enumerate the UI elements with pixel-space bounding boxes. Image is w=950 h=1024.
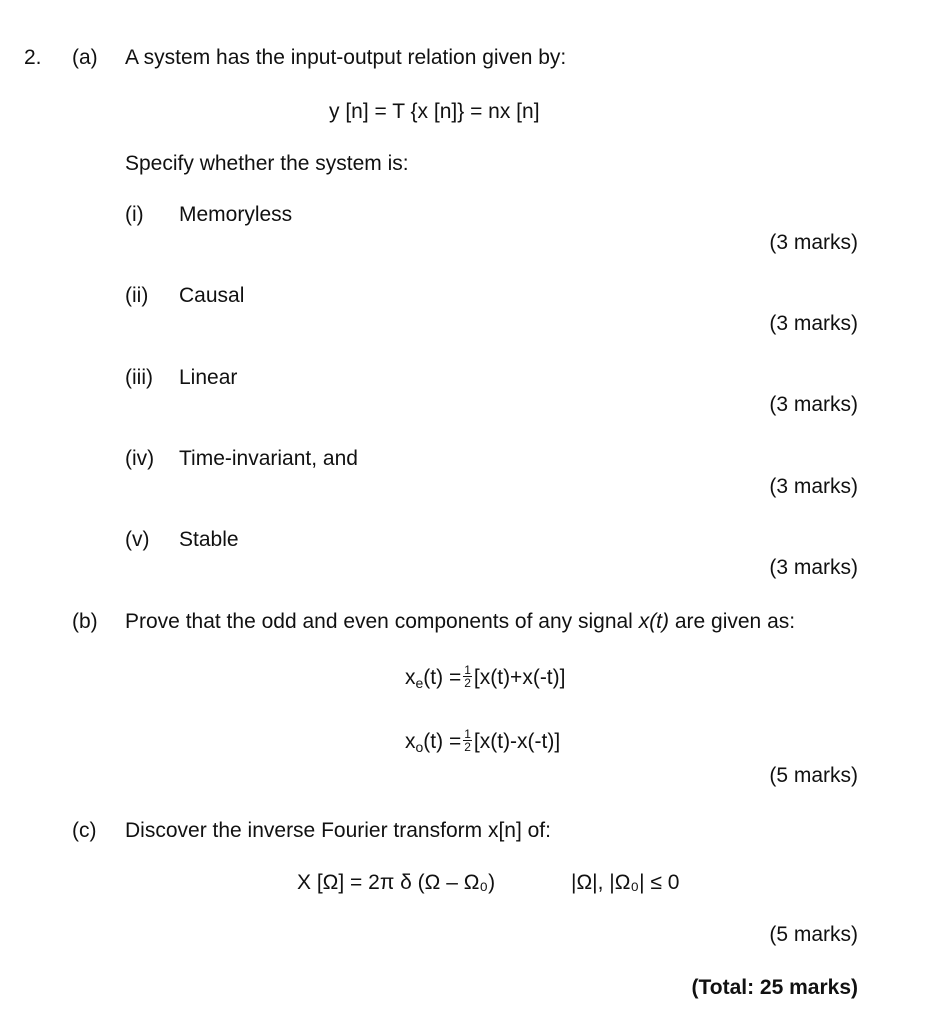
item-text-linear: Linear [179, 366, 238, 389]
eq1-lhs: x [405, 666, 416, 690]
item-label-i: (i) [125, 203, 144, 226]
item-marks-ii: (3 marks) [769, 312, 858, 335]
part-a-intro: A system has the input-output relation given by: [125, 46, 567, 69]
item-text-time-invariant: Time-invariant, and [179, 447, 358, 470]
part-a-prompt: Specify whether the system is: [125, 152, 409, 175]
item-label-v: (v) [125, 528, 150, 551]
part-c-condition: |Ω|, |Ω₀| ≤ 0 [571, 871, 680, 894]
item-text-memoryless: Memoryless [179, 203, 293, 226]
part-b-marks: (5 marks) [769, 764, 858, 787]
part-b-signal: x(t) [638, 610, 670, 633]
eq2-rhs: [x(t)-x(-t)] [473, 730, 561, 754]
part-c-label: (c) [72, 819, 97, 842]
part-c-equation: X [Ω] = 2π δ (Ω – Ω₀) [297, 871, 496, 894]
eq2-numerator: 1 [464, 727, 471, 741]
part-b-label: (b) [72, 610, 98, 633]
total-marks: (Total: 25 marks) [691, 976, 858, 999]
item-label-iii: (iii) [125, 366, 153, 389]
even-component-equation [405, 663, 566, 692]
part-b-text [125, 611, 795, 632]
part-c-marks: (5 marks) [769, 923, 858, 946]
item-marks-v: (3 marks) [769, 556, 858, 579]
eq1-fraction [463, 664, 472, 689]
eq2-lhs: x [405, 730, 416, 754]
item-marks-i: (3 marks) [769, 231, 858, 254]
item-marks-iii: (3 marks) [769, 393, 858, 416]
part-b-text-before: Prove that the odd and even components of any signal [125, 610, 639, 633]
eq2-arg: (t) = [423, 730, 462, 754]
eq1-arg: (t) = [423, 666, 462, 690]
eq1-subscript: e [415, 675, 424, 692]
part-b-text-after: are given as: [669, 610, 796, 633]
eq2-denominator: 2 [464, 740, 471, 754]
eq2-fraction [463, 728, 472, 753]
eq1-numerator: 1 [464, 663, 471, 677]
question-number: 2. [24, 46, 42, 69]
eq2-subscript: o [415, 739, 424, 756]
odd-component-equation [405, 727, 561, 756]
part-a-label: (a) [72, 46, 98, 69]
item-label-iv: (iv) [125, 447, 155, 470]
part-c-text: Discover the inverse Fourier transform x[n] of: [125, 819, 551, 842]
part-a-equation: y [n] = T {x [n]} = nx [n] [329, 100, 540, 123]
item-label-ii: (ii) [125, 284, 149, 307]
item-text-causal: Causal [179, 284, 245, 307]
item-text-stable: Stable [179, 528, 239, 551]
eq1-rhs: [x(t)+x(-t)] [473, 666, 566, 690]
eq1-denominator: 2 [464, 676, 471, 690]
item-marks-iv: (3 marks) [769, 475, 858, 498]
